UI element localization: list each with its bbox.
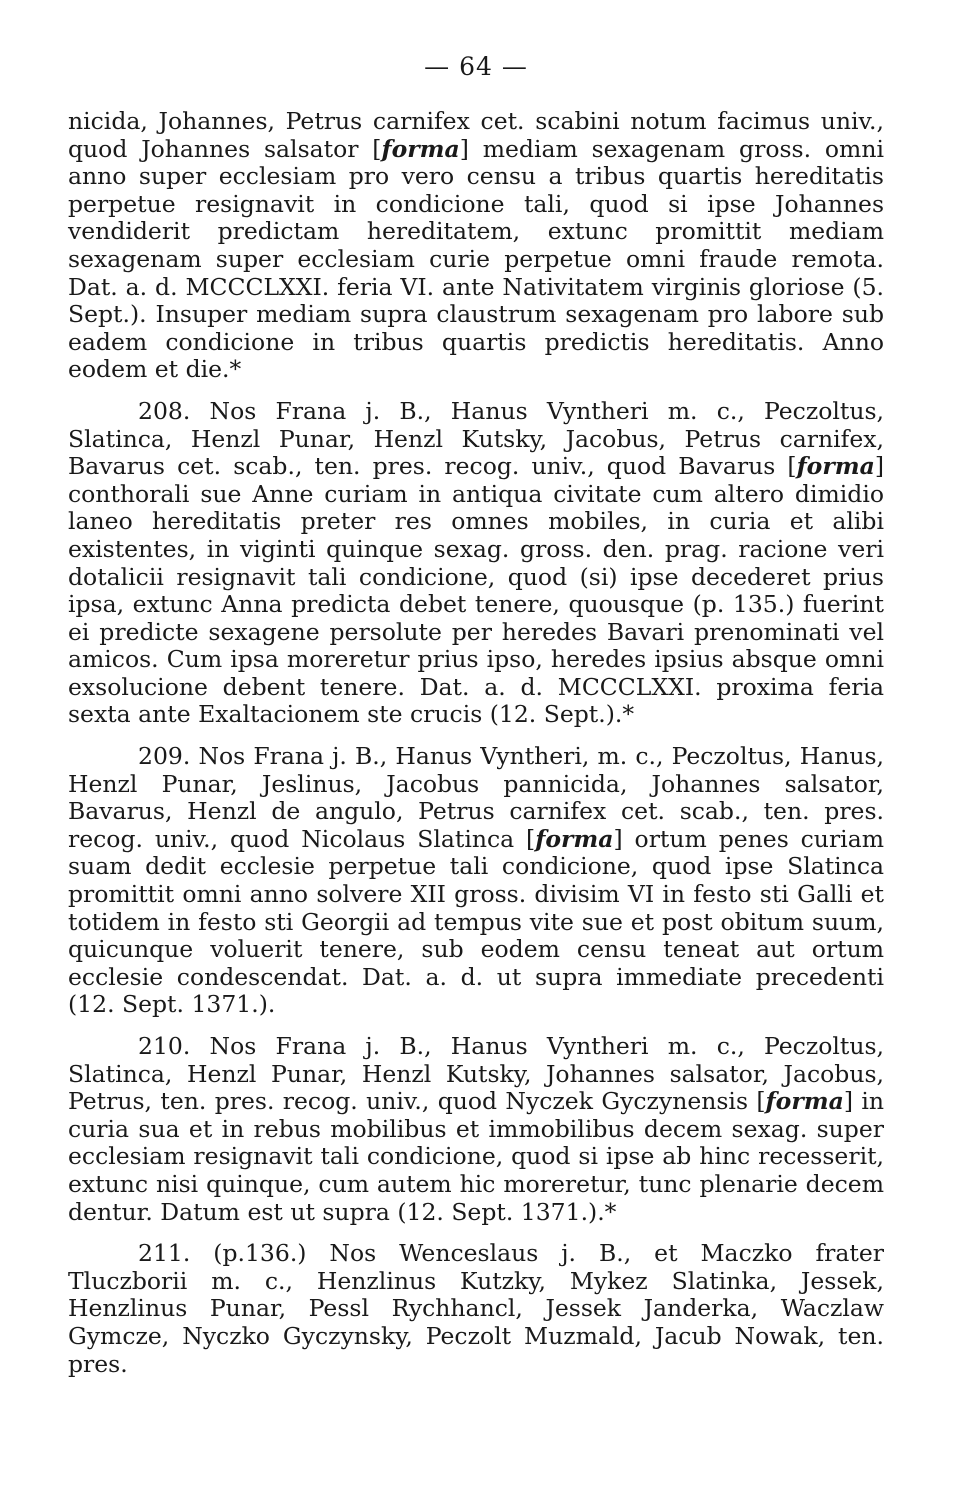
paragraph-entry-209	[68, 743, 884, 1019]
forma-marker: forma	[381, 134, 460, 163]
text-segment: 208. Nos Frana j. B., Hanus Vyntheri m. c., Peczoltus, Slatinca, Henzl Punar, Henzl Kutsky, Jacobus, Petrus carnifex, Bavarus cet. scab., ten. pres. recog. univ., quod Bavarus [	[68, 396, 884, 481]
forma-marker: forma	[765, 1087, 844, 1116]
text-segment: nicida, Johannes, Petrus carnifex cet. scabini notum facimus univ., quod Johannes salsator [	[68, 107, 884, 163]
text-segment: ] mediam sexagenam gross. omni anno super ecclesiam pro vero censu a tribus quartis hereditatis perpetue resignavit in condicione tali, quod si ipse Johannes vendiderit predictam hereditatem, extunc promittit mediam sexagenam super ecclesiam curie perpetue omni fraude remota. Dat. a. d. MCCCLXXI. feria VI. ante Nativitatem virginis gloriose (5. Sept.). Insuper mediam supra claustrum sexagenam pro labore sub eadem condicione in tribus quartis predictis hereditatis. Anno eodem et die.*	[68, 134, 884, 384]
forma-marker: forma	[796, 452, 875, 481]
text-segment: 210. Nos Frana j. B., Hanus Vyntheri m. c., Peczoltus, Slatinca, Henzl Punar, Henzl Kutsky, Johannes salsator, Jacobus, Petrus, ten. pres. recog. univ., quod Nyczek Gyczynensis [	[68, 1032, 884, 1116]
text-segment: ] ortum penes curiam suam dedit ecclesie perpetue tali condicione, quod ipse Slatinca promittit omni anno solvere XII gross. divisim VI in festo sti Galli et totidem in festo sti Georgii ad tempus vite sue et post obitum suum, quicunque voluerit tenere, sub eodem censu teneat aut ortum ecclesie condescendat. Dat. a. d. ut supra immediate precedenti (12. Sept. 1371.).	[68, 824, 884, 1019]
paragraph-continuation	[68, 108, 884, 384]
text-segment: 211. (p.136.) Nos Wenceslaus j. B., et Maczko frater Tluczborii m. c., Henzlinus Kutzky, Mykez Slatinka, Jessek, Henzlinus Punar, Pessl Rychhancl, Jessek Janderka, Waczlaw Gymcze, Nyczko Gyczynsky, Peczolt Muzmald, Jacub Nowak, ten. pres.	[68, 1239, 884, 1378]
paragraph-entry-210	[68, 1033, 884, 1226]
paragraph-entry-211	[68, 1240, 884, 1378]
text-segment: ] in curia sua et in rebus mobilibus et immobilibus decem sexag. super ecclesiam resignavit tali condicione, quod si ipse ab hinc recesserit, extunc nisi quinque, cum autem hic moreretur, tunc plenarie decem dentur. Datum est ut supra (12. Sept. 1371.).*	[68, 1087, 884, 1226]
document-page	[68, 52, 884, 1378]
text-segment: ] conthorali sue Anne curiam in antiqua civitate cum altero dimidio laneo hereditatis preter res omnes mobiles, in curia et alibi existentes, in viginti quinque sexag. gross. den. prag. racione veri dotalicii resignavit tali condicione, quod (si) ipse decederet prius ipsa, extunc Anna predicta debet tenere, quousque (p. 135.) fuerint ei predicte sexagene persolute per heredes Bavari prenominati vel amicos. Cum ipsa moreretur prius ipso, heredes ipsius absque omni exsolucione debent tenere. Dat. a. d. MCCCLXXI. proxima feria sexta ante Exaltacionem ste crucis (12. Sept.).*	[68, 452, 884, 729]
page-number: — 64 —	[424, 52, 528, 81]
forma-marker: forma	[535, 824, 614, 853]
text-segment: 209. Nos Frana j. B., Hanus Vyntheri, m. c., Peczoltus, Hanus, Henzl Punar, Jeslinus, Jacobus pannicida, Johannes salsator, Bavarus, Henzl de angulo, Petrus carnifex cet. scab., ten. pres. recog. univ., quod Nicolaus Slatinca [	[68, 742, 884, 853]
paragraph-entry-208	[68, 398, 884, 729]
